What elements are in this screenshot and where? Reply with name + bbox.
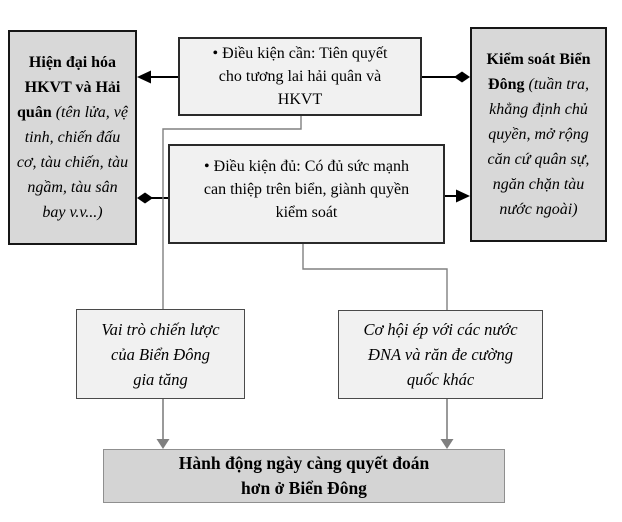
modernization-detail: (tên lửa, vệ tinh, chiến đấu cơ, tàu chiến, tàu ngầm, tàu sân bay v.v...) bbox=[16, 104, 129, 221]
necessary-condition-line: cho tương lai hải quân và bbox=[218, 68, 382, 85]
assertive-action-line: hơn ở Biển Đông bbox=[241, 478, 367, 498]
sufficient-condition-line: • Điều kiện đủ: Có đủ sức mạnh bbox=[204, 158, 409, 175]
necessary-condition-line: HKVT bbox=[277, 91, 323, 108]
arrowhead-down-left-icon bbox=[157, 439, 170, 449]
strategic-role-line: gia tăng bbox=[133, 369, 188, 389]
opportunity-box bbox=[338, 310, 543, 399]
strategic-role-line: của Biển Đông bbox=[111, 344, 210, 364]
modernization-title: Hiện đại hóa HKVT và Hải quân bbox=[17, 54, 121, 121]
arrowhead-left-icon bbox=[137, 71, 151, 84]
modernization-box bbox=[8, 30, 137, 245]
sea-control-title: Kiểm soát Biển Đông bbox=[486, 51, 591, 93]
sea-control-text bbox=[477, 47, 600, 222]
modernization-text bbox=[16, 50, 129, 225]
necessary-condition-line: • Điều kiện cần: Tiên quyết bbox=[212, 45, 388, 62]
arrowhead-down-right-icon bbox=[441, 439, 454, 449]
strategic-role-box bbox=[76, 309, 245, 399]
arrowhead-right-icon bbox=[456, 190, 470, 203]
elbow-sufficient-to-opportunity bbox=[303, 244, 447, 310]
opportunity-line: ĐNA và răn đe cường bbox=[368, 345, 513, 364]
sea-control-detail: (tuần tra, khẳng định chủ quyền, mở rộng căn cứ quân sự, ngăn chặn tàu nước ngoài) bbox=[487, 76, 590, 218]
sufficient-condition-box bbox=[168, 144, 445, 244]
diamond-right-icon bbox=[454, 72, 470, 83]
opportunity-line: Cơ hội ép với các nước bbox=[363, 320, 518, 339]
sufficient-condition-line: kiểm soát bbox=[275, 204, 338, 221]
opportunity-line: quốc khác bbox=[406, 370, 475, 389]
assertive-action-line: Hành động ngày càng quyết đoán bbox=[178, 453, 430, 473]
diamond-left-icon bbox=[137, 193, 153, 204]
sufficient-condition-line: can thiệp trên biển, giành quyền bbox=[203, 181, 410, 198]
sea-control-box bbox=[470, 27, 607, 242]
strategic-role-line: Vai trò chiến lược bbox=[101, 319, 220, 339]
necessary-condition-box bbox=[178, 37, 422, 116]
assertive-action-box bbox=[103, 449, 505, 503]
